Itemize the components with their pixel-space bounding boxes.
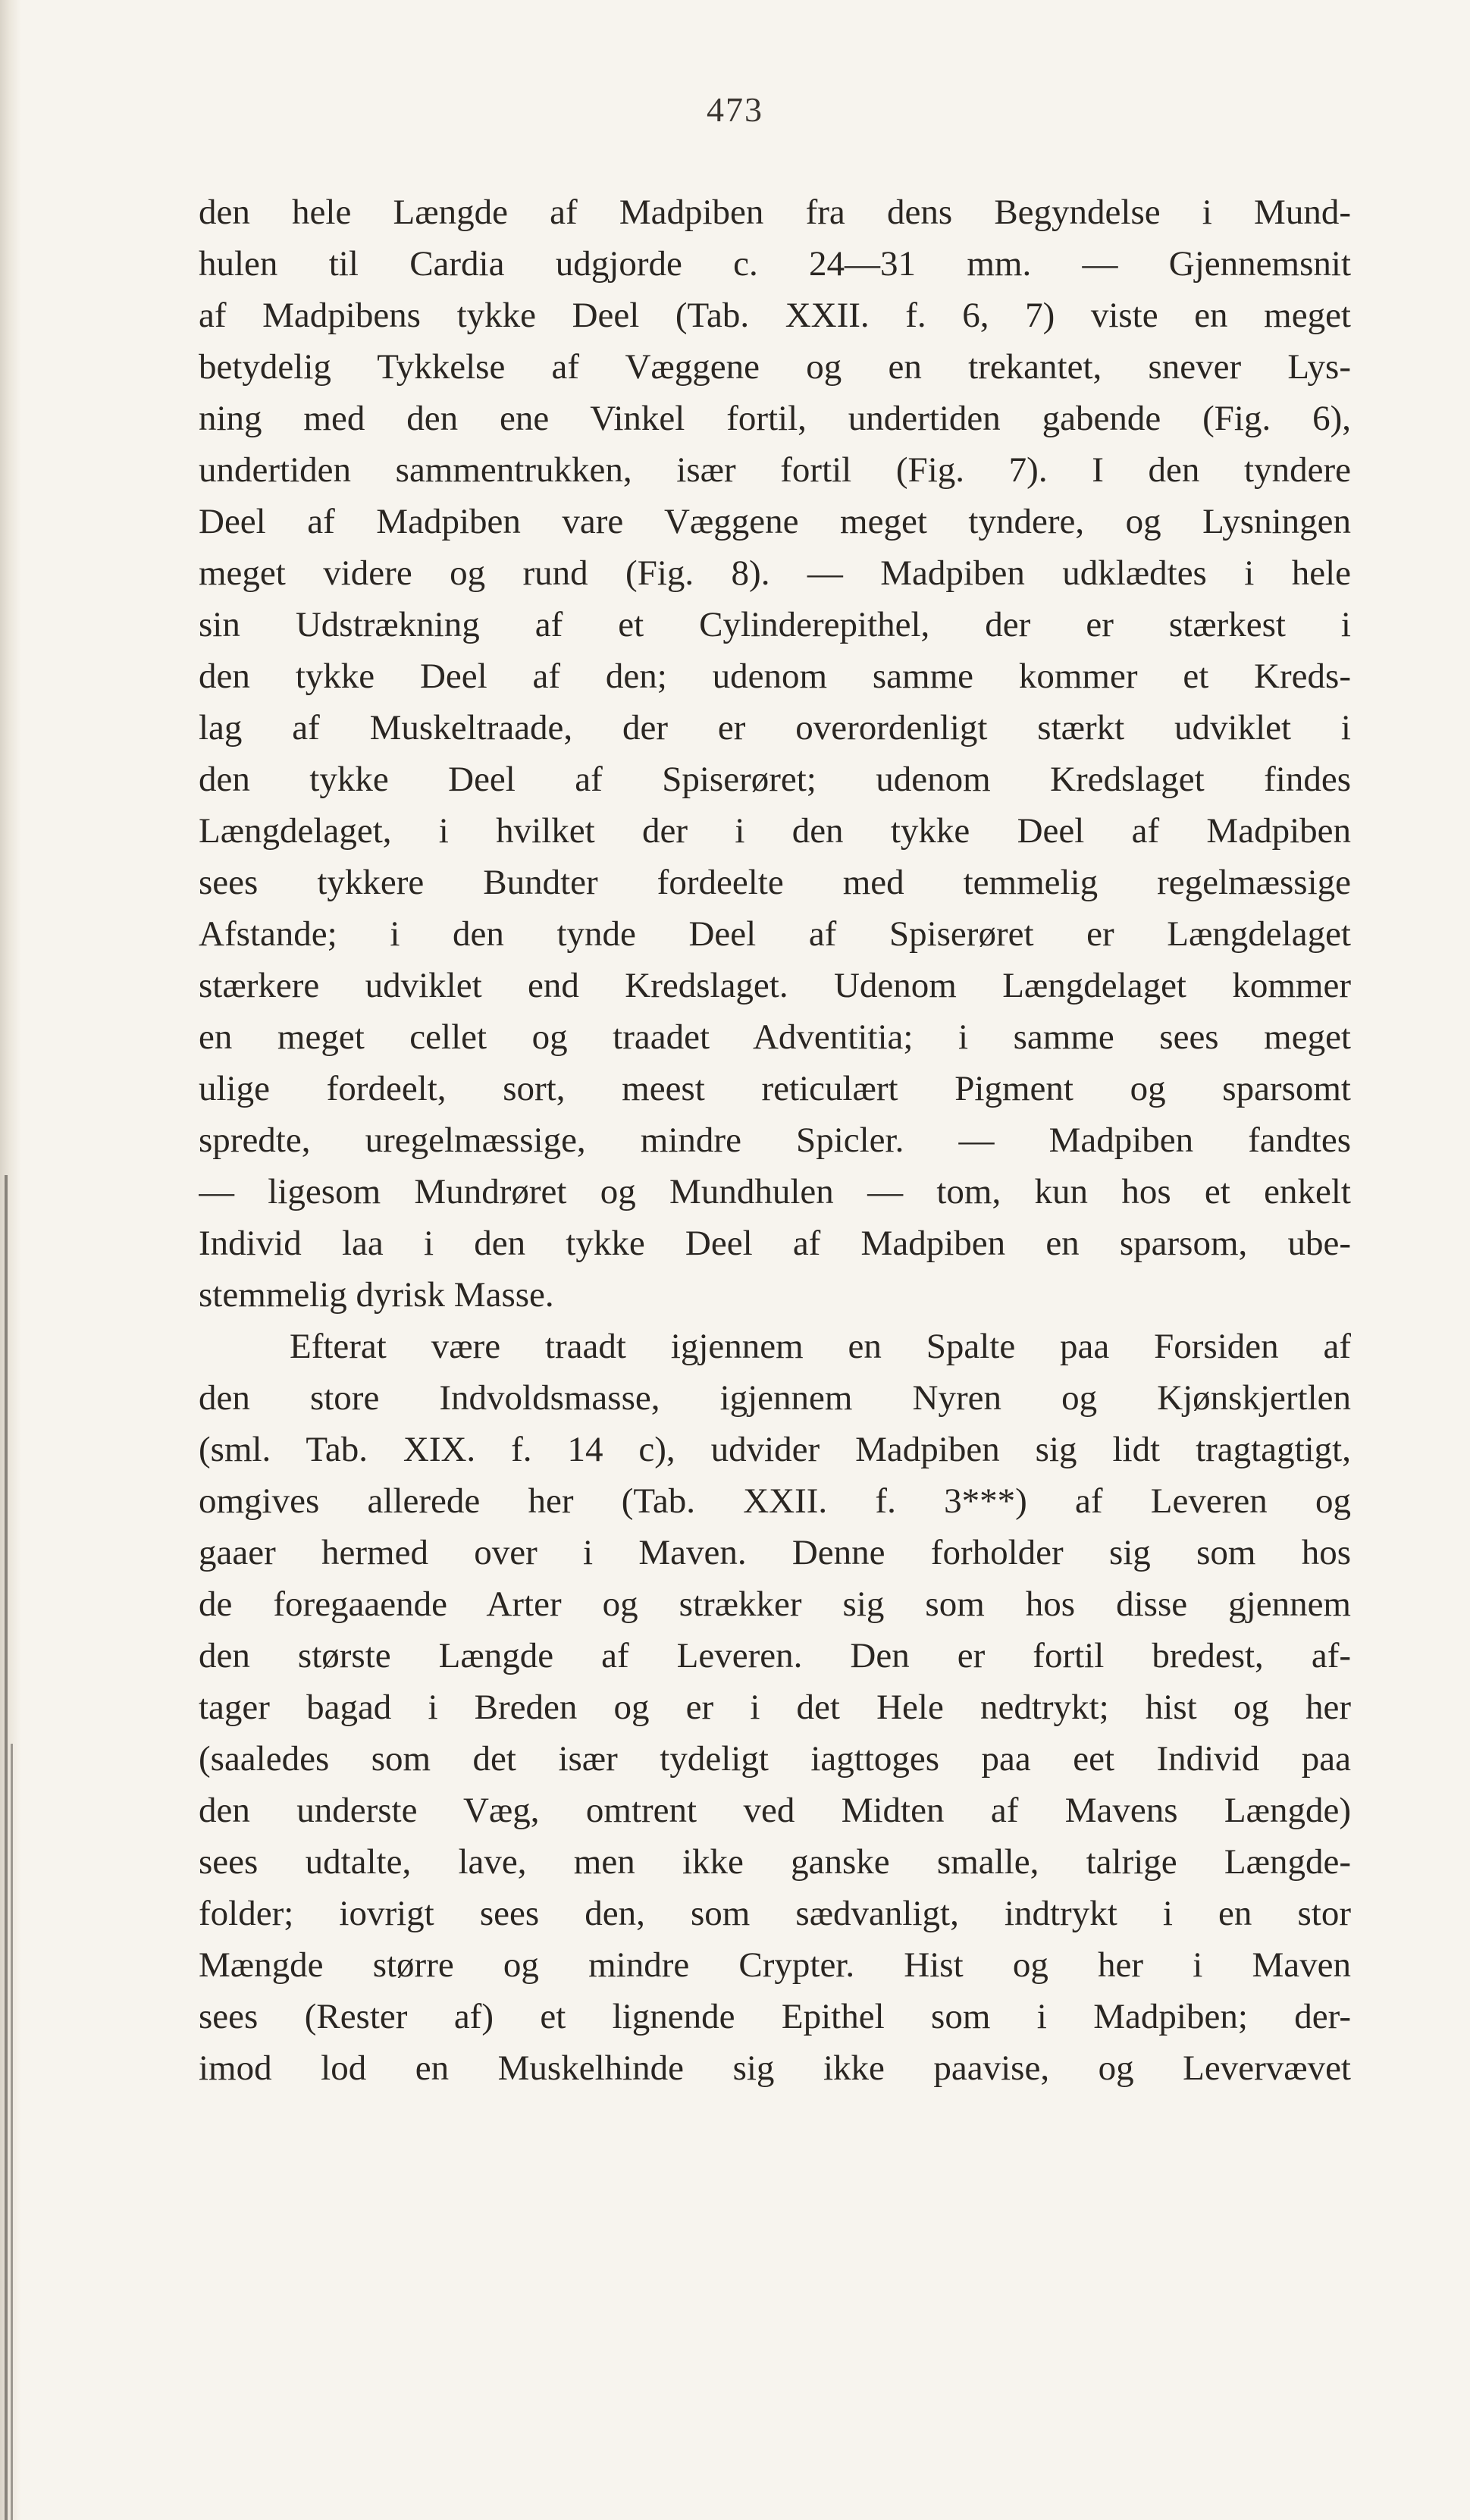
- text-line: Efterat være traadt igjennem en Spalte paa Forsiden af: [290, 1327, 1351, 1366]
- text-line: ulige fordeelt, sort, meest reticulært Pigment og sparsomt: [199, 1069, 1351, 1108]
- text-line: ning med den ene Vinkel fortil, undertiden gabende (Fig. 6),: [199, 399, 1351, 438]
- text-line: (saaledes som det især tydeligt iagttoges paa eet Individ paa: [199, 1739, 1351, 1779]
- text-line: — ligesom Mundrøret og Mundhulen — tom, kun hos et enkelt: [199, 1172, 1351, 1211]
- text-line: den hele Længde af Madpiben fra dens Begyndelse i Mund-: [199, 193, 1351, 232]
- text-line: lag af Muskeltraade, der er overordenligt stærkt udviklet i: [199, 708, 1351, 748]
- text-line: Længdelaget, i hvilket der i den tykke Deel af Madpiben: [199, 811, 1351, 851]
- text-line: Afstande; i den tynde Deel af Spiserøret er Længdelaget: [199, 914, 1351, 954]
- text-line: den store Indvoldsmasse, igjennem Nyren og Kjønskjertlen: [199, 1378, 1351, 1418]
- page-number: 473: [707, 90, 763, 129]
- text-line: Individ laa i den tykke Deel af Madpiben en sparsom, ube-: [199, 1224, 1351, 1263]
- body-text: [199, 186, 1351, 2094]
- text-line: folder; iovrigt sees den, som sædvanligt, indtrykt i en stor: [199, 1894, 1351, 1933]
- text-line: stemmelig dyrisk Masse.: [199, 1275, 554, 1315]
- text-line: sees tykkere Bundter fordeelte med temmelig regelmæssige: [199, 863, 1351, 902]
- text-line: Mængde større og mindre Crypter. Hist og her i Maven: [199, 1945, 1351, 1985]
- text-line: den underste Væg, omtrent ved Midten af Mavens Længde): [199, 1791, 1351, 1830]
- text-line: en meget cellet og traadet Adventitia; i samme sees meget: [199, 1017, 1351, 1057]
- text-line: meget videre og rund (Fig. 8). — Madpiben udklædtes i hele: [199, 553, 1351, 593]
- text-line: hulen til Cardia udgjorde c. 24—31 mm. — Gjennemsnit: [199, 244, 1351, 284]
- text-line: stærkere udviklet end Kredslaget. Udenom Længdelaget kommer: [199, 966, 1351, 1005]
- text-line: den tykke Deel af den; udenom samme kommer et Kreds-: [199, 657, 1351, 696]
- text-line: betydelig Tykkelse af Væggene og en trekantet, snever Lys-: [199, 347, 1351, 387]
- binding-shadow-line: [5, 1175, 8, 2520]
- text-line: sin Udstrækning af et Cylinderepithel, der er stærkest i: [199, 605, 1351, 644]
- text-line: Deel af Madpiben vare Væggene meget tyndere, og Lysningen: [199, 502, 1351, 541]
- text-line: sees (Rester af) et lignende Epithel som i Madpiben; der-: [199, 1997, 1351, 2036]
- text-line: gaaer hermed over i Maven. Denne forholder sig som hos: [199, 1533, 1351, 1572]
- text-line: den største Længde af Leveren. Den er fortil bredest, af-: [199, 1636, 1351, 1675]
- text-line: undertiden sammentrukken, især fortil (Fig. 7). I den tyndere: [199, 450, 1351, 490]
- text-line: tager bagad i Breden og er i det Hele nedtrykt; hist og her: [199, 1688, 1351, 1727]
- text-line: den tykke Deel af Spiserøret; udenom Kredslaget findes: [199, 760, 1351, 799]
- text-line: de foregaaende Arter og strækker sig som hos disse gjennem: [199, 1584, 1351, 1624]
- text-line: af Madpibens tykke Deel (Tab. XXII. f. 6, 7) viste en meget: [199, 296, 1351, 335]
- text-line: imod lod en Muskelhinde sig ikke paavise, og Levervævet: [199, 2048, 1351, 2088]
- text-line: omgives allerede her (Tab. XXII. f. 3***) af Leveren og: [199, 1481, 1351, 1521]
- text-line: sees udtalte, lave, men ikke ganske smalle, talrige Længde-: [199, 1842, 1351, 1882]
- text-line: (sml. Tab. XIX. f. 14 c), udvider Madpiben sig lidt tragtagtigt,: [199, 1430, 1351, 1469]
- text-line: spredte, uregelmæssige, mindre Spicler. — Madpiben fandtes: [199, 1121, 1351, 1160]
- binding-shadow-line: [11, 1744, 13, 2520]
